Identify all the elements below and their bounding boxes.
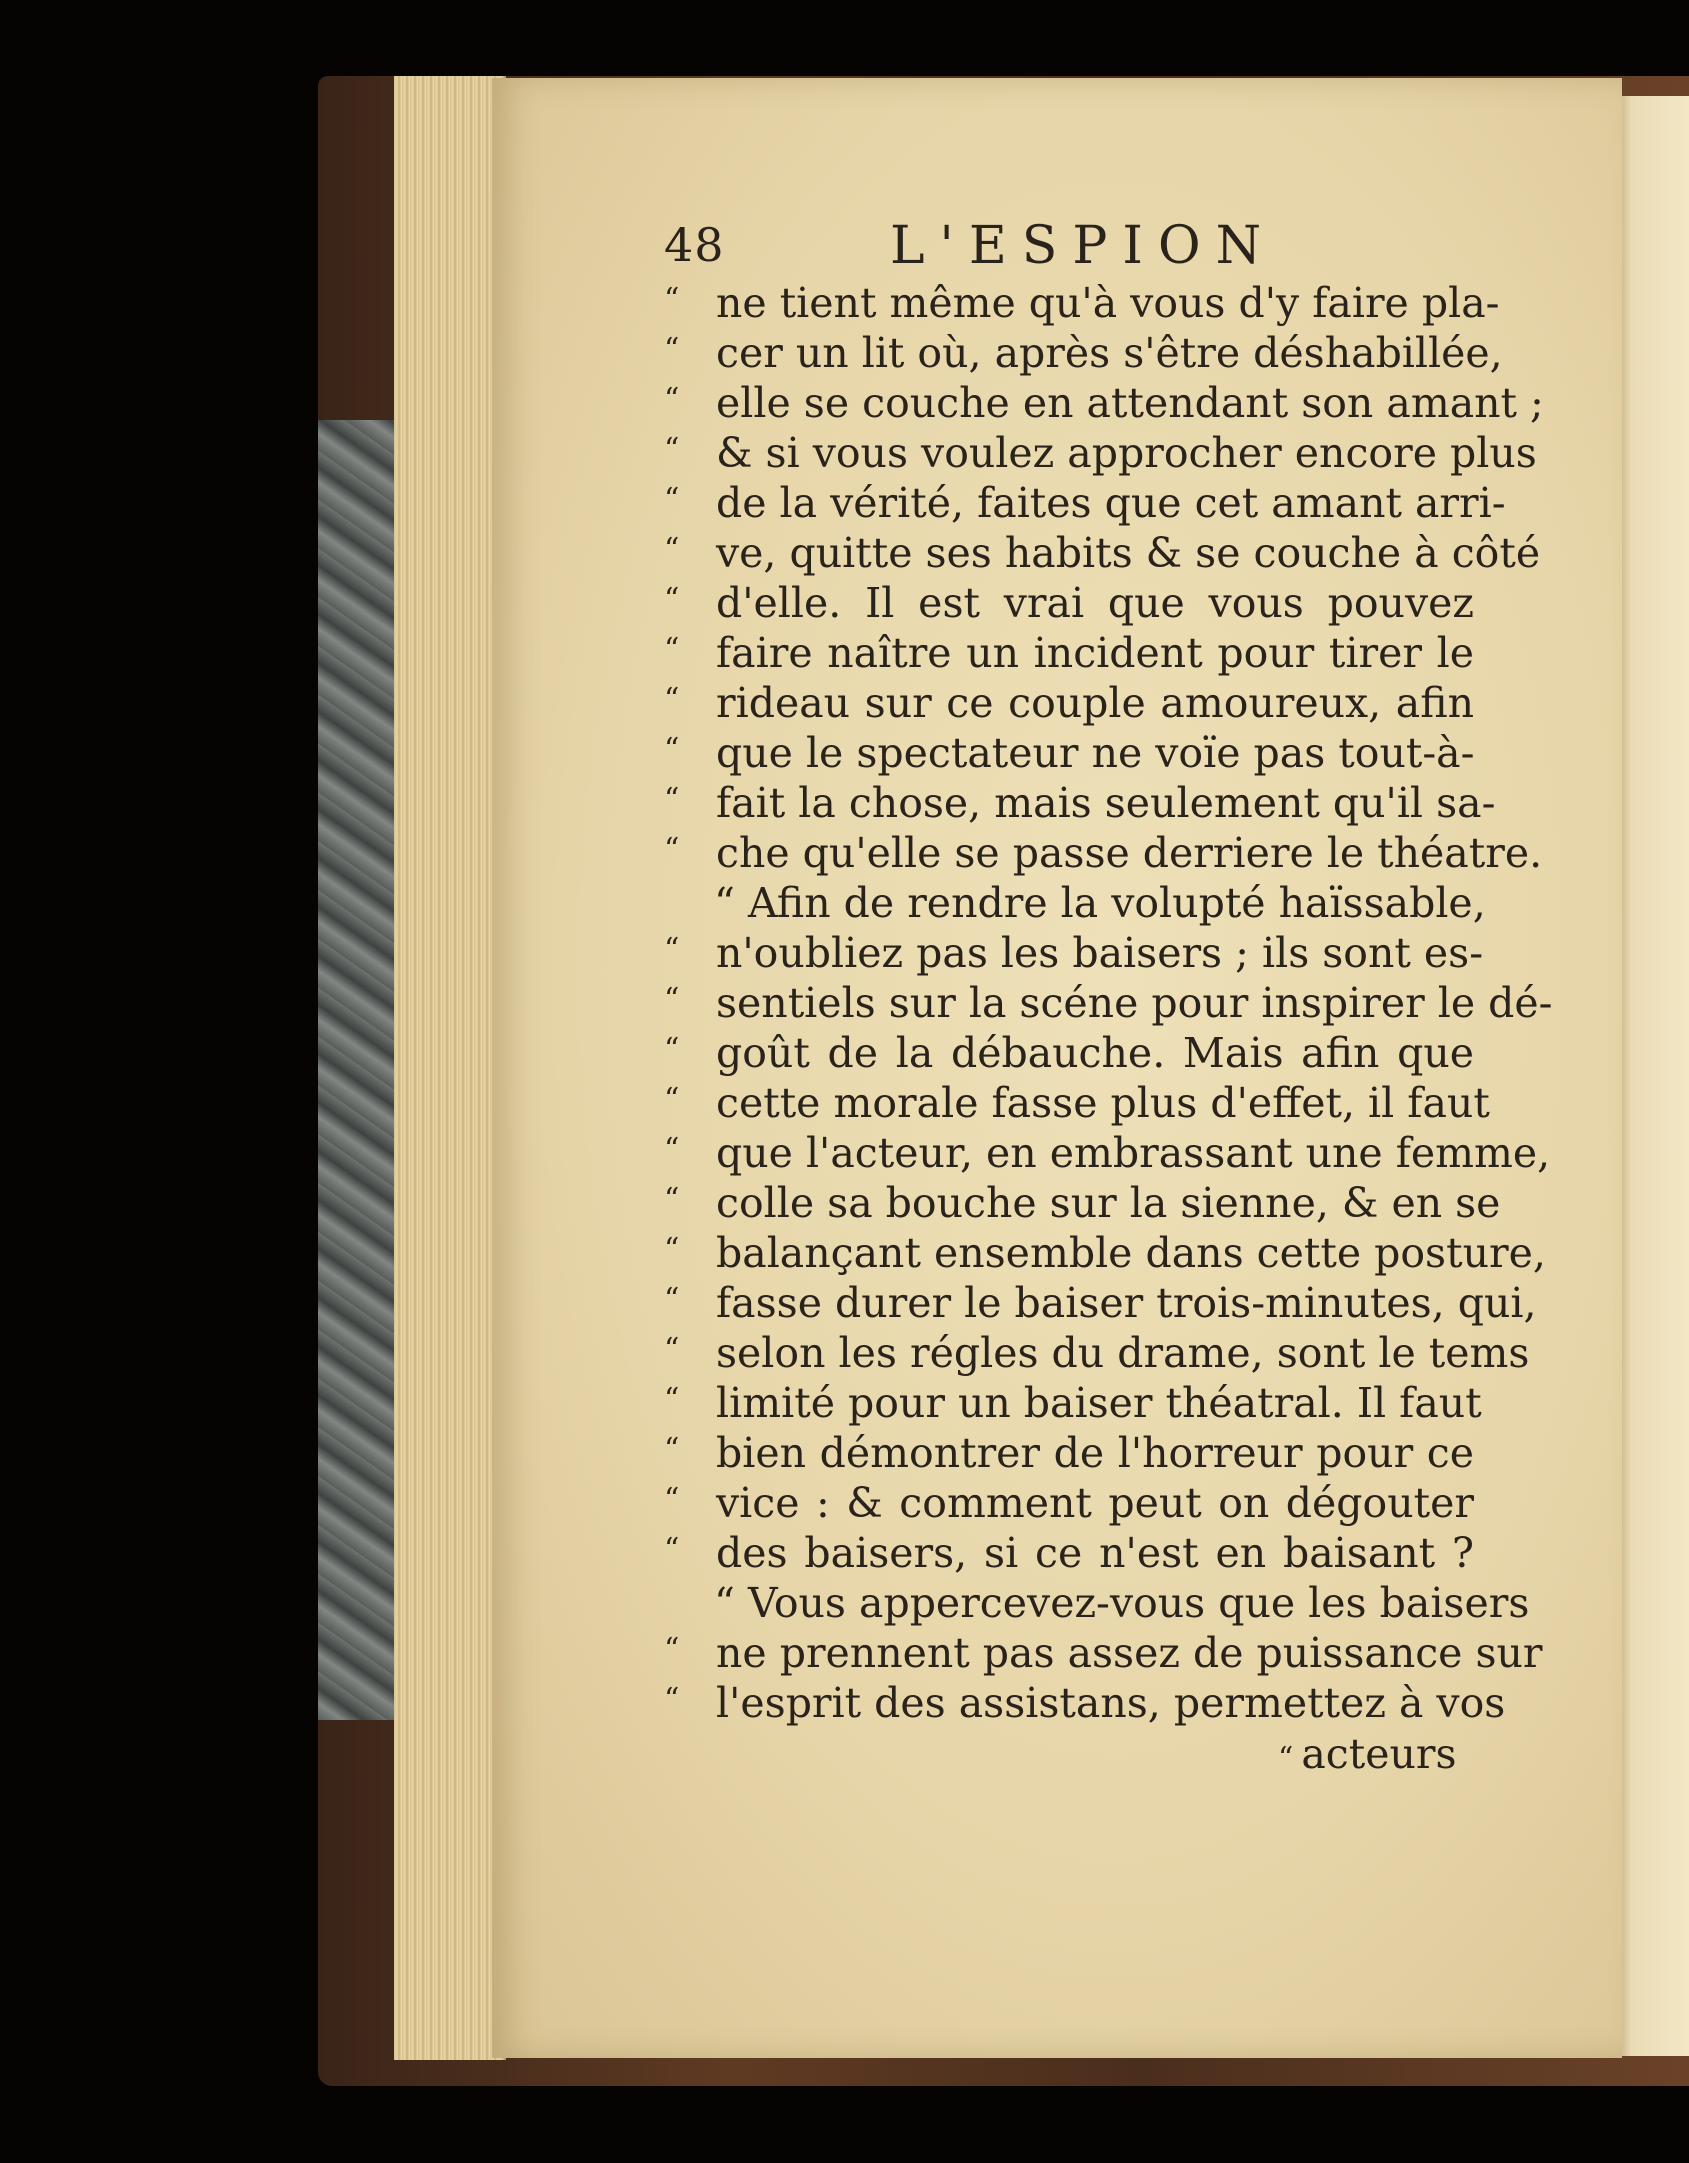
text-line	[664, 1378, 1482, 1428]
line-text: que l'acteur, en embrassant une femme,	[716, 1129, 1551, 1177]
quote-mark: “	[664, 1082, 680, 1117]
quote-mark: “	[664, 1282, 680, 1317]
line-text: selon les régles du drame, sont le tems	[716, 1329, 1530, 1377]
line-text: ve, quitte ses habits & se couche à côté	[716, 529, 1541, 577]
text-line	[664, 1228, 1546, 1278]
quote-mark: “	[664, 682, 680, 717]
text-line	[664, 328, 1503, 378]
text-line	[664, 478, 1506, 528]
marbled-cover-paper	[318, 420, 396, 1720]
text-line	[664, 1128, 1551, 1178]
paragraph-start-line	[664, 1578, 1530, 1628]
line-text: limité pour un baiser théatral. Il faut	[716, 1379, 1482, 1427]
text-line	[664, 628, 1474, 678]
text-line	[664, 378, 1544, 428]
quote-mark: “	[664, 1232, 680, 1267]
text-line	[664, 578, 1474, 628]
text-line	[664, 1078, 1490, 1128]
line-text: l'esprit des assistans, permettez à vos	[716, 1679, 1506, 1727]
text-line	[664, 1028, 1474, 1078]
text-line	[664, 278, 1500, 328]
page-header	[664, 218, 1284, 278]
line-text: che qu'elle se passe derriere le théatre.	[716, 829, 1543, 877]
text-line	[664, 1428, 1474, 1478]
text-line	[664, 528, 1541, 578]
text-line	[664, 1478, 1474, 1528]
text-line	[664, 978, 1553, 1028]
quote-mark: “	[664, 482, 680, 517]
line-text: cette morale fasse plus d'effet, il faut	[716, 1079, 1490, 1127]
quote-mark: “	[664, 1682, 680, 1717]
line-text: des baisers, si ce n'est en baisant ?	[716, 1529, 1474, 1577]
line-text: sentiels sur la scéne pour inspirer le dé-	[716, 979, 1553, 1027]
text-line	[664, 928, 1484, 978]
line-text: faire naître un incident pour tirer le	[716, 629, 1474, 677]
text-line	[664, 728, 1474, 778]
text-line	[664, 1178, 1501, 1228]
catchword-text: acteurs	[1301, 1730, 1457, 1778]
line-text: fait la chose, mais seulement qu'il sa-	[716, 779, 1496, 827]
line-text: & si vous voulez approcher encore plus	[716, 429, 1537, 477]
running-head: L'ESPION	[890, 216, 1277, 276]
line-text: ne tient même qu'à vous d'y faire pla-	[716, 279, 1500, 327]
line-text: “ Afin de rendre la volupté haïssable,	[714, 879, 1486, 927]
quote-mark: “	[664, 1532, 680, 1567]
line-text: vice : & comment peut on dégouter	[716, 1479, 1474, 1527]
line-text: elle se couche en attendant son amant ;	[716, 379, 1544, 427]
catchword	[1278, 1730, 1457, 1778]
quote-mark: “	[664, 1432, 680, 1467]
line-text: bien démontrer de l'horreur pour ce	[716, 1429, 1474, 1477]
quote-mark: “	[664, 1032, 680, 1067]
quote-mark: “	[664, 1382, 680, 1417]
quote-mark: “	[664, 1132, 680, 1167]
quote-mark: “	[664, 932, 680, 967]
quote-mark: “	[664, 832, 680, 867]
quote-mark: “	[664, 1482, 680, 1517]
quote-mark: “	[664, 632, 680, 667]
paragraph-start-line	[664, 878, 1486, 928]
text-line	[664, 828, 1543, 878]
quote-mark: “	[664, 1182, 680, 1217]
quote-mark: “	[664, 282, 680, 317]
quote-mark: “	[664, 1632, 680, 1667]
quote-mark: “	[664, 332, 680, 367]
text-line	[664, 1278, 1537, 1328]
text-line	[664, 1628, 1543, 1678]
quote-mark: “	[664, 432, 680, 467]
line-text: “ Vous appercevez-vous que les baisers	[714, 1579, 1530, 1627]
line-text: rideau sur ce couple amoureux, afin	[716, 679, 1474, 727]
text-line	[664, 678, 1474, 728]
line-text: balançant ensemble dans cette posture,	[716, 1229, 1546, 1277]
line-text: cer un lit où, après s'être déshabillée,	[716, 329, 1503, 377]
line-text: ne prennent pas assez de puissance sur	[716, 1629, 1543, 1677]
line-text: n'oubliez pas les baisers ; ils sont es-	[716, 929, 1484, 977]
quote-mark: “	[664, 982, 680, 1017]
quote-mark: “	[664, 1332, 680, 1367]
quote-mark: “	[664, 732, 680, 767]
line-text: goût de la débauche. Mais afin que	[716, 1029, 1474, 1077]
text-line	[664, 428, 1537, 478]
text-line	[664, 1528, 1474, 1578]
line-text: que le spectateur ne voïe pas tout-à-	[716, 729, 1475, 777]
body-text	[664, 278, 1553, 1728]
facing-page-edge	[1612, 96, 1689, 2056]
text-line	[664, 778, 1496, 828]
page-edges	[394, 76, 506, 2060]
text-line	[664, 1328, 1530, 1378]
quote-mark: “	[664, 582, 680, 617]
page-number: 48	[664, 218, 725, 272]
line-text: de la vérité, faites que cet amant arri-	[716, 479, 1506, 527]
quote-mark: “	[664, 782, 680, 817]
quote-mark: “	[664, 382, 680, 417]
line-text: fasse durer le baiser trois-minutes, qui,	[716, 1279, 1537, 1327]
quote-mark: “	[664, 532, 680, 567]
line-text: colle sa bouche sur la sienne, & en se	[716, 1179, 1501, 1227]
text-line	[664, 1678, 1506, 1728]
catchword-quote-mark: “	[1278, 1741, 1294, 1776]
line-text: d'elle. Il est vrai que vous pouvez	[716, 579, 1474, 627]
